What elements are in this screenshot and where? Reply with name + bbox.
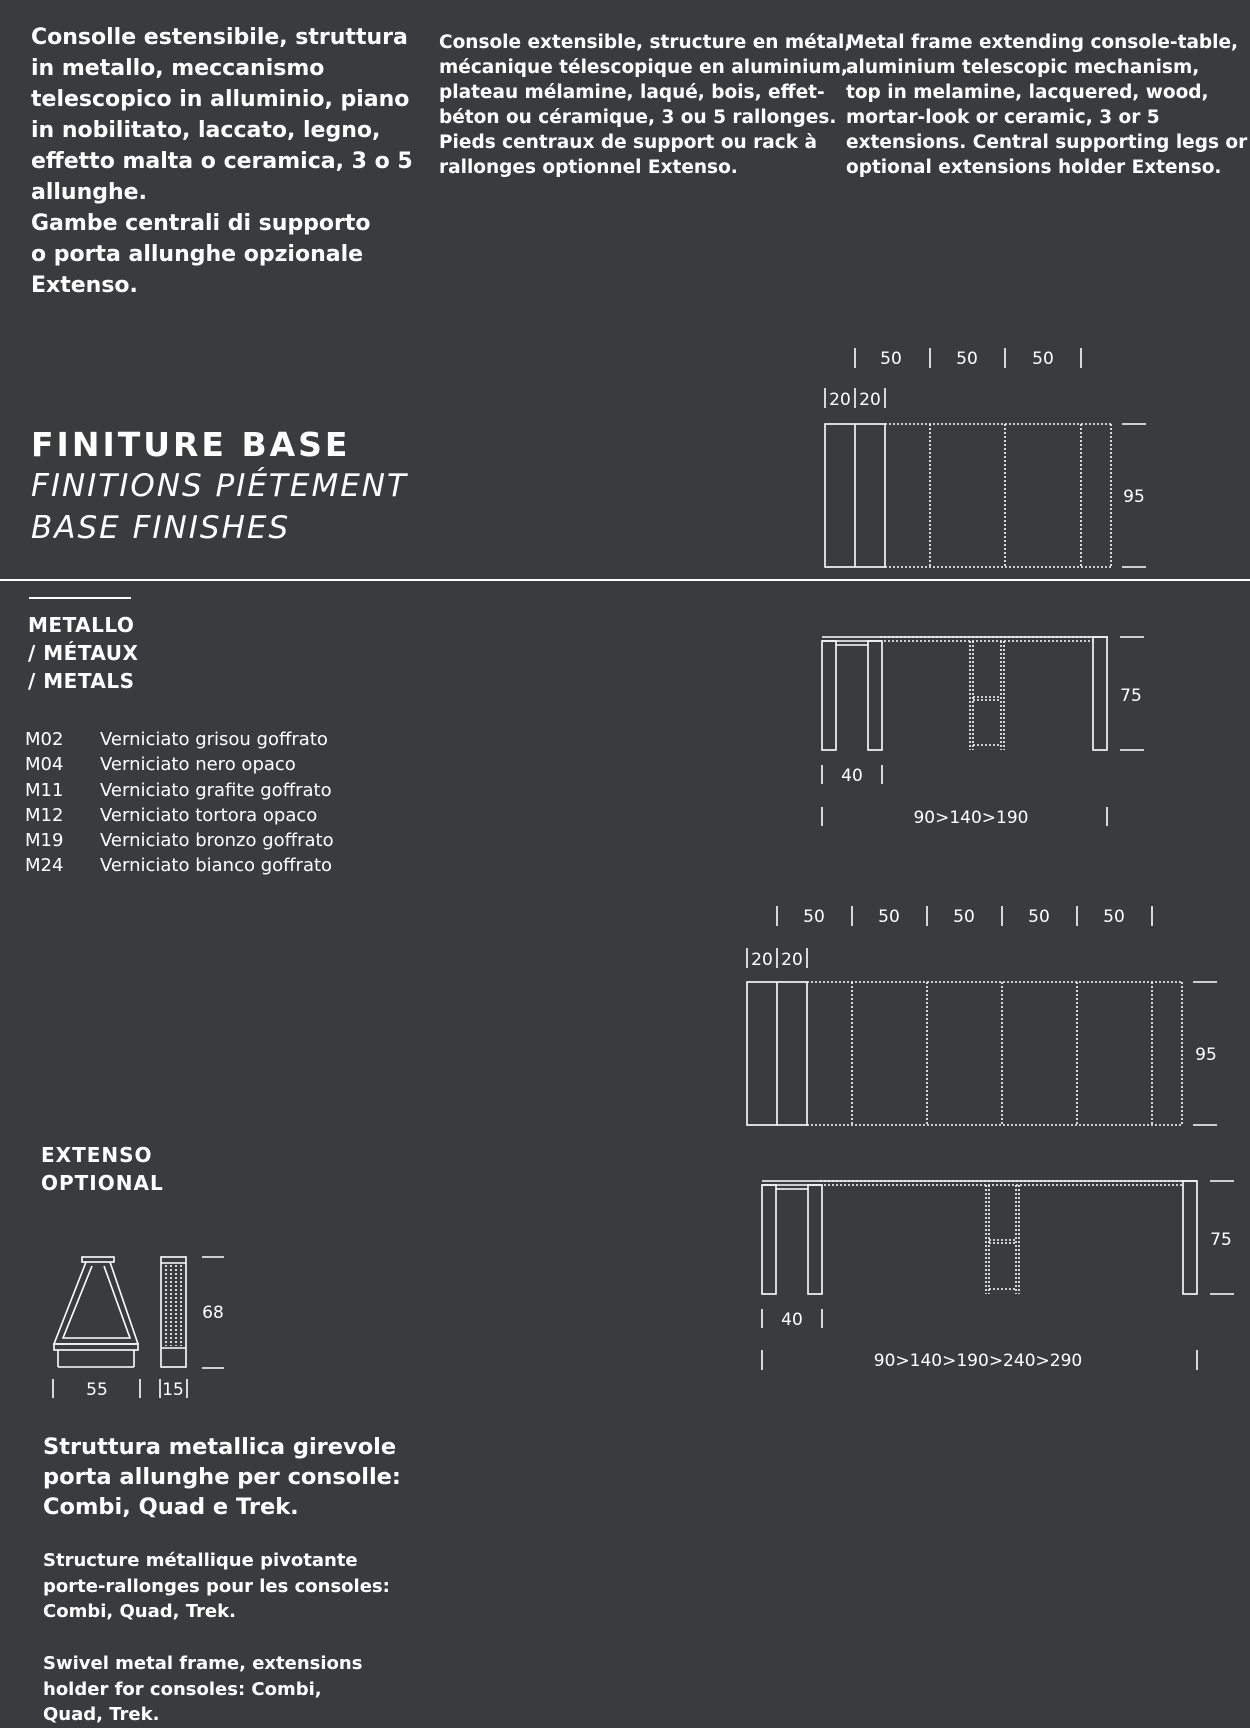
dimension-label: 95 <box>1195 1045 1217 1065</box>
text-line: plateau mélamine, laqué, bois, effet- <box>439 82 825 103</box>
dimension-label: 20 <box>781 950 803 970</box>
dimension-label: 20 <box>829 390 851 410</box>
dimension-label: 50 <box>878 907 900 927</box>
text-line: / METALS <box>28 669 135 693</box>
dimension-label: 90>140>190>240>290 <box>873 1351 1083 1371</box>
plan-view-5-extensions <box>747 906 1217 1125</box>
dimension-label: 50 <box>1032 349 1054 369</box>
text-line: Combi, Quad e Trek. <box>43 1494 299 1520</box>
dimension-label: 50 <box>953 907 975 927</box>
text-line: porta allunghe per consolle: <box>43 1464 401 1490</box>
text-line: Quad, Trek. <box>43 1704 160 1725</box>
extenso-description-it <box>43 1432 401 1522</box>
dimension-label: 55 <box>86 1380 108 1400</box>
finish-code: M12 <box>25 804 64 826</box>
front-view-5-extensions <box>762 1181 1234 1370</box>
finish-name: Verniciato grafite goffrato <box>100 779 332 801</box>
text-line: Swivel metal frame, extensions <box>43 1653 363 1674</box>
dimension-label: 20 <box>751 950 773 970</box>
front-view-3-extensions <box>822 637 1144 826</box>
dimension-label: 68 <box>202 1303 224 1323</box>
dimension-label: 50 <box>1028 907 1050 927</box>
extenso-heading <box>41 1141 164 1197</box>
dimension-label: 50 <box>956 349 978 369</box>
text-line: OPTIONAL <box>41 1171 164 1195</box>
text-line: effetto malta o ceramica, 3 o 5 <box>31 149 413 174</box>
text-line: Metal frame extending console-table, <box>846 32 1239 53</box>
text-line: top in melamine, lacquered, wood, <box>846 82 1209 103</box>
text-line: rallonges optionnel Extenso. <box>439 157 738 178</box>
extenso-drawing <box>53 1257 224 1398</box>
text-line: in nobilitato, laccato, legno, <box>31 118 381 143</box>
dimension-label: 50 <box>880 349 902 369</box>
extenso-description-en <box>43 1651 362 1728</box>
finish-code: M02 <box>25 729 64 750</box>
plan-view-3-extensions <box>825 348 1146 567</box>
text-line: / MÉTAUX <box>28 641 139 665</box>
extenso-description-fr <box>43 1548 390 1625</box>
dimension-label: 75 <box>1120 686 1142 706</box>
finish-name: Verniciato tortora opaco <box>100 804 318 826</box>
text-line: telescopico in alluminio, piano <box>31 87 410 112</box>
text-line: o porta allunghe opzionale <box>31 242 364 267</box>
finish-code: M04 <box>25 754 64 776</box>
finish-code: M24 <box>25 855 64 877</box>
dimension-label: 40 <box>781 1310 803 1330</box>
dimension-label: 75 <box>1210 1230 1232 1250</box>
text-line: METALLO <box>28 613 135 637</box>
text-line: mécanique télescopique en aluminium, <box>439 57 848 78</box>
finish-name: Verniciato nero opaco <box>100 754 296 776</box>
dimension-label: 95 <box>1123 487 1145 507</box>
finishes-title-en: BASE FINISHES <box>31 510 291 546</box>
dimension-label: 50 <box>803 907 825 927</box>
dimension-label: 20 <box>859 390 881 410</box>
finishes-title-fr: FINITIONS PIÉTEMENT <box>31 468 408 504</box>
text-line: optional extensions holder Extenso. <box>846 157 1222 178</box>
text-line: Structure métallique pivotante <box>43 1550 358 1571</box>
finish-code: M11 <box>25 779 64 801</box>
text-line: Console extensible, structure en métal, <box>439 32 852 53</box>
dimension-label: 90>140>190 <box>913 808 1029 828</box>
text-line: EXTENSO <box>41 1143 153 1167</box>
text-line: Consolle estensibile, struttura <box>31 25 408 50</box>
finish-name: Verniciato grisou goffrato <box>100 729 328 750</box>
text-line: allunghe. <box>31 180 147 205</box>
finish-name: Verniciato bronzo goffrato <box>100 830 334 852</box>
finish-code: M19 <box>25 830 64 852</box>
text-line: Pieds centraux de support ou rack à <box>439 132 817 153</box>
dimension-label: 40 <box>841 766 863 786</box>
text-line: in metallo, meccanismo <box>31 56 325 81</box>
dimension-label: 50 <box>1103 907 1125 927</box>
finishes-title-it: FINITURE BASE <box>31 425 351 464</box>
text-line: Gambe centrali di supporto <box>31 211 371 236</box>
text-line: porte-rallonges pour les consoles: <box>43 1575 390 1597</box>
text-line: Extenso. <box>31 273 138 298</box>
text-line: mortar-look or ceramic, 3 or 5 <box>846 107 1160 128</box>
text-line: holder for consoles: Combi, <box>43 1678 322 1700</box>
text-line: Struttura metallica girevole <box>43 1434 397 1460</box>
text-line: aluminium telescopic mechanism, <box>846 57 1200 78</box>
dimension-label: 15 <box>162 1380 184 1400</box>
finish-name: Verniciato bianco goffrato <box>100 855 333 877</box>
text-line: béton ou céramique, 3 ou 5 rallonges. <box>439 107 837 128</box>
text-line: Combi, Quad, Trek. <box>43 1601 236 1622</box>
text-line: extensions. Central supporting legs or <box>846 132 1248 153</box>
